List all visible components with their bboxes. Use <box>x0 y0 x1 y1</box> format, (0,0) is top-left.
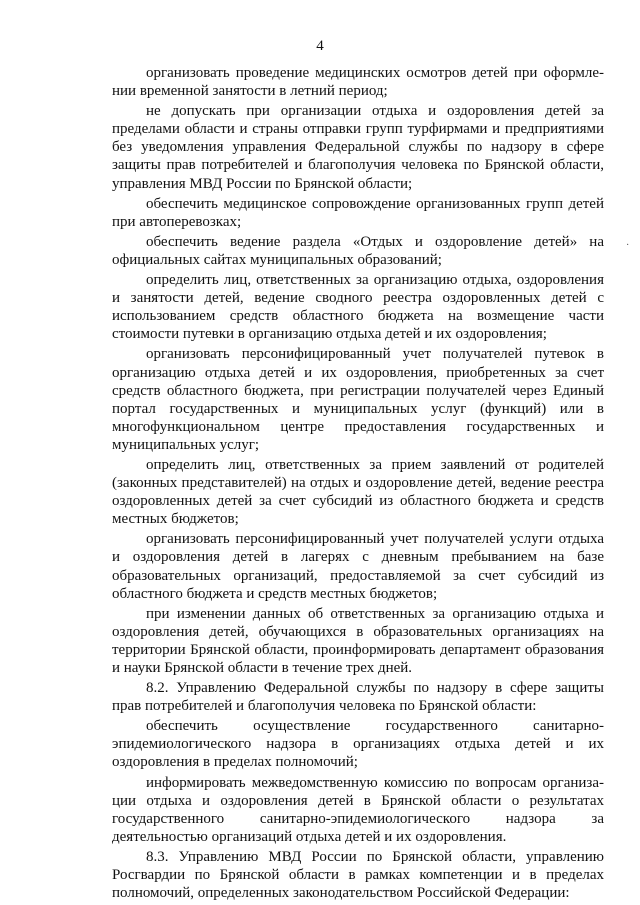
paragraph: организовать персонифицированный учет получателей путевок в организацию отдыха детей и их оздоровления, приобретенных за счет средств областного бюджета, при регистрации получателей через Единый портал государственных и муниципальных услуг (функций) или в многофункциональном центре предоставления государственных и муниципальных услуг; <box>112 346 604 453</box>
paragraph: при изменении данных об ответственных за организацию отдыха и оздоровления детей, обучающихся в образовательных организациях на территории Брянской области, проинформировать департамент образования и науки Брянской области в течение трех дней. <box>112 605 604 676</box>
paragraph: обеспечить осуществление государственного санитарно-эпидемиологического надзора в организациях отдыха детей и их оздоровления в пределах полномочий; <box>112 718 604 771</box>
document-body <box>112 64 604 902</box>
paragraph: информировать межведомственную комиссию по вопросам организации отдыха и оздоровления детей в Брянской области о результатах государственного санитарно-эпидемиологического надзора за деятельностью организаций отдыха детей и их оздоровления. <box>112 774 604 845</box>
paragraph: обеспечить медицинское сопровождение организованных групп детей при автоперевозках; <box>112 195 604 230</box>
margin-dot-mark: · <box>626 240 630 251</box>
paragraph: обеспечить ведение раздела «Отдых и оздоровление детей» на официальных сайтах муниципальных образований; <box>112 233 604 268</box>
paragraph: организовать проведение медицинских осмотров детей при оформлении временной занятости в летний период; <box>112 65 604 100</box>
paragraph: организовать персонифицированный учет получателей услуги отдыха и оздоровления детей в лагерях с дневным пребыванием на базе образовательных организаций, предоставляемой за счет субсидий из областного бюджета и средств местных бюджетов; <box>112 531 604 602</box>
paragraph: определить лиц, ответственных за прием заявлений от родителей (законных представителей) на отдых и оздоровление детей, ведение реестра оздоровленных детей за счет субсидий из областного бюджета и средств местных бюджетов; <box>112 456 604 528</box>
paragraph: определить лиц, ответственных за организацию отдыха, оздоровления и занятости детей, ведение сводного реестра оздоровленных детей с использованием средств областного бюджета на возмещение части стоимости путевки в организацию отдыха детей и их оздоровления; <box>112 272 604 343</box>
section-heading-8-3: 8.3. Управлению МВД России по Брянской области, управлению Росгвардии по Брянской области в рамках компетенции и в пределах полномочий, определенных законодательством Российской Федерации: <box>112 848 604 902</box>
paragraph: не допускать при организации отдыха и оздоровления детей за пределами области и страны отправки групп турфирмами и предприятиями без уведомления управления Федеральной службы по надзору в сфере защиты прав потребителей и благополучия человека по Брянской области, управления МВД России по Брянской области; <box>112 103 604 192</box>
section-heading-8-2: 8.2. Управлению Федеральной службы по надзору в сфере защиты прав потребителей и благополучия человека по Брянской области: <box>112 680 604 715</box>
page-number: 4 <box>316 38 324 54</box>
